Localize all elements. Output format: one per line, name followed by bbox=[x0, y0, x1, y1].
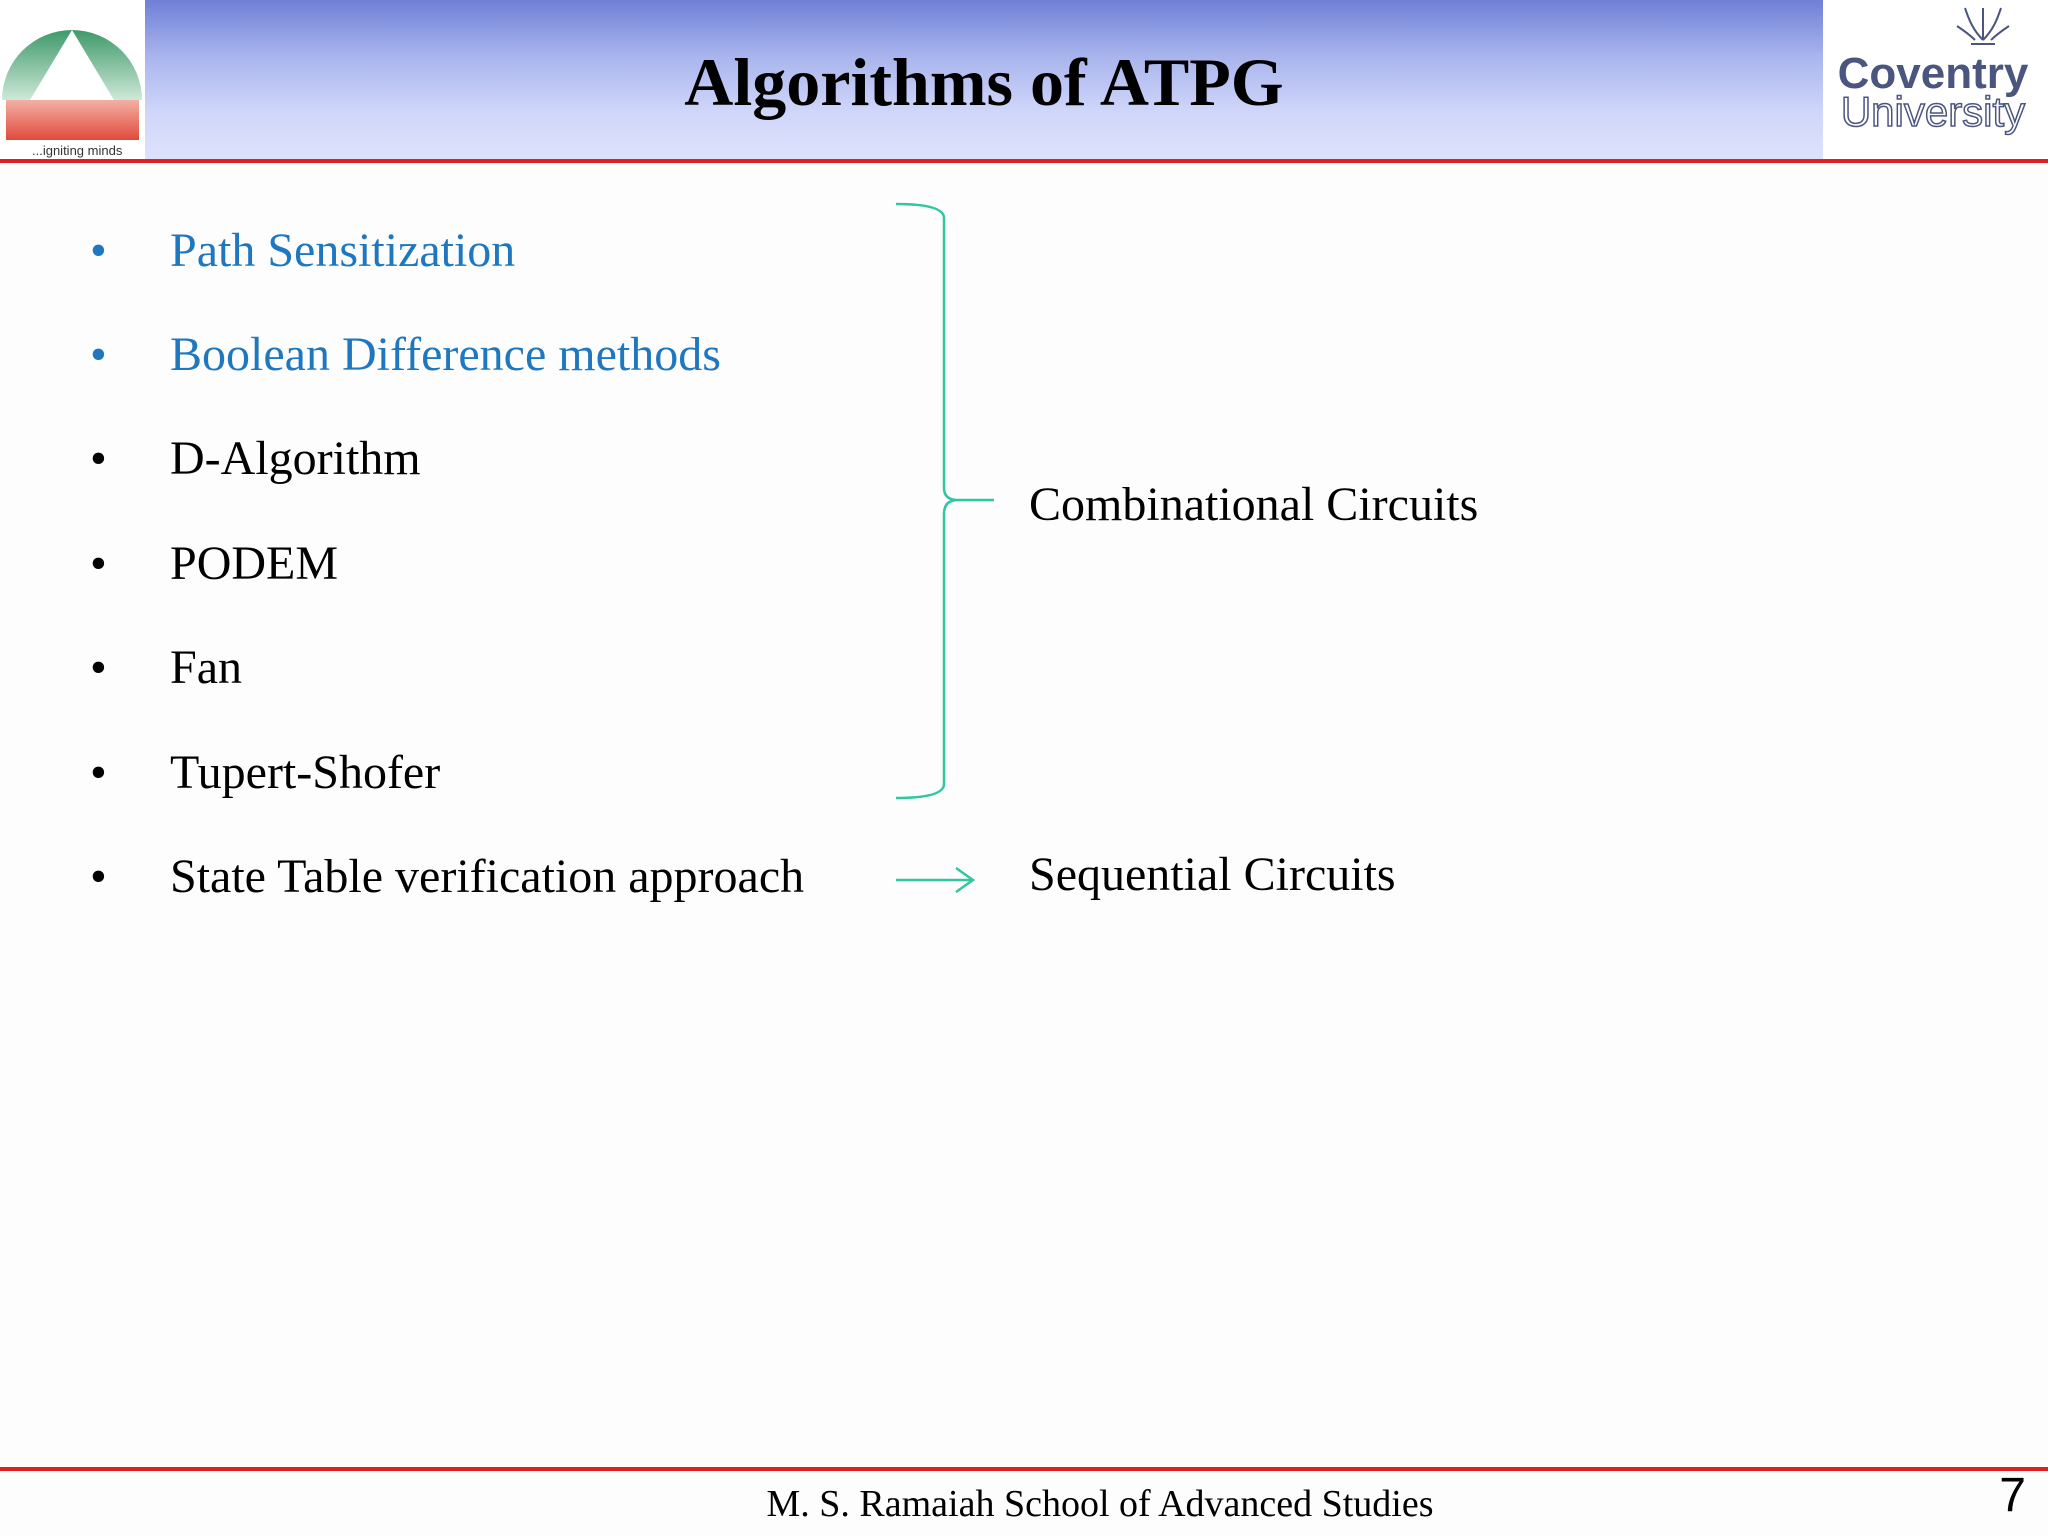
list-item-text: Fan bbox=[170, 641, 242, 694]
bullet-icon: • bbox=[90, 537, 107, 590]
sequential-circuits-label: Sequential Circuits bbox=[1029, 848, 1396, 901]
coventry-text: Coventry bbox=[1837, 49, 2029, 98]
ramaiah-logo-mark bbox=[0, 0, 145, 159]
coventry-university-logo bbox=[1823, 0, 2048, 159]
bullet-icon: • bbox=[90, 746, 107, 799]
bullet-icon: • bbox=[90, 850, 107, 903]
logo-caption: ...igniting minds bbox=[32, 143, 123, 158]
list-item-text: State Table verification approach bbox=[170, 850, 805, 903]
bullet-icon: • bbox=[90, 641, 107, 694]
university-text: University bbox=[1840, 88, 2026, 135]
bullet-icon: • bbox=[90, 328, 107, 381]
header-red-rule bbox=[0, 159, 2048, 163]
list-item-text: D-Algorithm bbox=[170, 432, 421, 485]
list-item-text: Boolean Difference methods bbox=[170, 328, 721, 381]
slide-header bbox=[0, 0, 2048, 162]
arrow-right-icon bbox=[956, 868, 973, 892]
page-number: 7 bbox=[1999, 1469, 2026, 1522]
footer-red-rule bbox=[0, 1467, 2048, 1471]
bullet-icon: • bbox=[90, 432, 107, 485]
list-item-text: Path Sensitization bbox=[170, 224, 516, 277]
right-brace-icon bbox=[896, 204, 994, 798]
list-item-text: PODEM bbox=[170, 537, 339, 590]
combinational-circuits-label: Combinational Circuits bbox=[1029, 478, 1479, 531]
list-item-text: Tupert-Shofer bbox=[170, 746, 441, 799]
bullet-icon: • bbox=[90, 224, 107, 277]
footer-institution: M. S. Ramaiah School of Advanced Studies bbox=[766, 1483, 1434, 1525]
coventry-logo-mark bbox=[1823, 0, 2048, 159]
slide-title: Algorithms of ATPG bbox=[684, 44, 1284, 120]
ramaiah-logo bbox=[0, 0, 145, 159]
